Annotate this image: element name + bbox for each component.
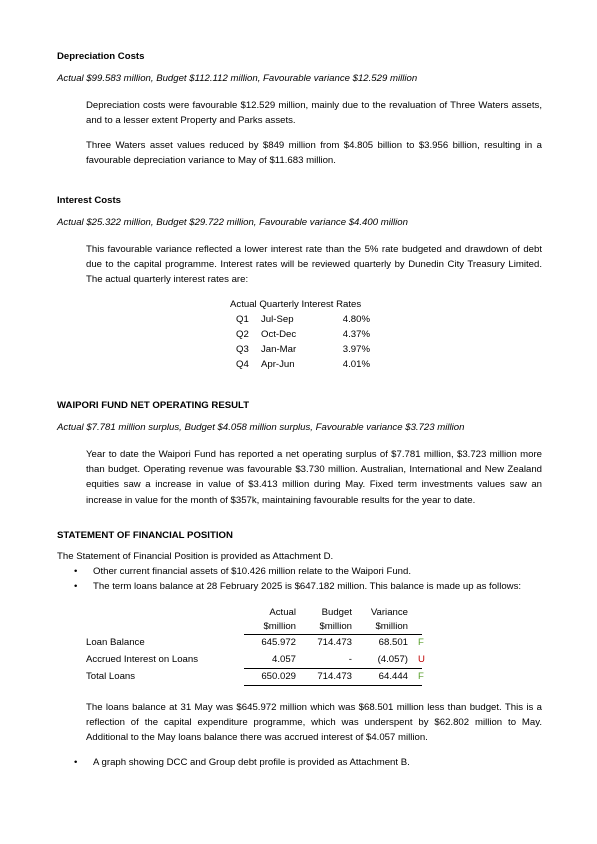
quarter-months: Oct-Dec bbox=[261, 329, 297, 340]
loan-total-bottom-rule bbox=[244, 685, 422, 686]
position-paragraph-1: The loans balance at 31 May was $645.972 million which was $68.501 million less than budget. This is a reflection of the capital expenditure programme, which was underspent by $62.802 million to May. Additional to the May loans balance there was accrued interest of $4.057 million. bbox=[86, 702, 542, 744]
waipori-heading: WAIPORI FUND NET OPERATING RESULT bbox=[57, 400, 250, 411]
loan-row-flag: F bbox=[418, 671, 424, 682]
interest-table-title: Actual Quarterly Interest Rates bbox=[230, 299, 362, 310]
loan-row-label: Loan Balance bbox=[86, 637, 145, 648]
loan-header-variance: Variance bbox=[370, 607, 408, 618]
loan-row-label: Total Loans bbox=[86, 671, 136, 682]
depreciation-paragraph-1: Depreciation costs were favourable $12.529 million, mainly due to the revaluation of Three Waters assets, and to a lesser extent Property and Parks assets. bbox=[86, 100, 542, 127]
quarter-label: Q2 bbox=[236, 329, 249, 340]
quarter-label: Q3 bbox=[236, 344, 249, 355]
loan-row-variance: 68.501 bbox=[378, 637, 408, 648]
quarter-months: Jul-Sep bbox=[261, 314, 294, 325]
interest-table-row bbox=[236, 359, 376, 374]
interest-table-row bbox=[236, 329, 376, 344]
interest-table-row bbox=[236, 344, 376, 359]
loan-header-actual: Actual bbox=[269, 607, 296, 618]
quarter-label: Q4 bbox=[236, 359, 249, 370]
position-intro: The Statement of Financial Position is provided as Attachment D. bbox=[57, 551, 334, 562]
bullet-debt-graph: A graph showing DCC and Group debt profile is provided as Attachment B. bbox=[93, 757, 410, 768]
waipori-paragraph-1: Year to date the Waipori Fund has reported a net operating surplus of $7.781 million, $3.723 million more than budget. Operating revenue was favourable $3.730 million. Australian, International and New Zealand equities saw a increase in value of $3.413 million during May. Fixed term investments values saw an increase in value for the month of $357k, maintaining favourable results for the year to date. bbox=[86, 449, 542, 506]
loan-row-budget: - bbox=[348, 654, 352, 665]
loan-header-budget-unit: $million bbox=[319, 621, 352, 632]
loan-header-actual-unit: $million bbox=[263, 621, 296, 632]
quarter-months: Jan-Mar bbox=[261, 344, 297, 355]
bullet-marker: • bbox=[74, 566, 78, 577]
loan-total-top-rule bbox=[244, 668, 422, 669]
loan-row-actual: 645.972 bbox=[261, 637, 296, 648]
bullet-marker: • bbox=[74, 757, 78, 768]
quarter-label: Q1 bbox=[236, 314, 249, 325]
loan-row-flag: F bbox=[418, 637, 424, 648]
quarter-rate: 4.37% bbox=[342, 329, 370, 340]
interest-summary: Actual $25.322 million, Budget $29.722 million, Favourable variance $4.400 million bbox=[57, 217, 408, 228]
loan-row-flag: U bbox=[418, 654, 425, 665]
loan-row-actual: 4.057 bbox=[271, 654, 296, 665]
depreciation-heading: Depreciation Costs bbox=[57, 51, 145, 62]
loan-header-budget: Budget bbox=[321, 607, 352, 618]
quarter-rate: 4.01% bbox=[342, 359, 370, 370]
waipori-summary: Actual $7.781 million surplus, Budget $4.058 million surplus, Favourable variance $3.723 million bbox=[57, 422, 465, 433]
quarter-months: Apr-Jun bbox=[261, 359, 295, 370]
interest-heading: Interest Costs bbox=[57, 195, 121, 206]
loan-row-variance: 64.444 bbox=[378, 671, 408, 682]
quarter-rate: 4.80% bbox=[342, 314, 370, 325]
bullet-term-loans: The term loans balance at 28 February 2025 is $647.182 million. This balance is made up as follows: bbox=[93, 581, 522, 592]
interest-table-row bbox=[236, 314, 376, 329]
bullet-other-assets: Other current financial assets of $10.426 million relate to the Waipori Fund. bbox=[93, 566, 411, 577]
loan-row-budget: 714.473 bbox=[317, 671, 352, 682]
quarter-rate: 3.97% bbox=[342, 344, 370, 355]
position-heading: STATEMENT OF FINANCIAL POSITION bbox=[57, 530, 233, 541]
loan-header-variance-unit: $million bbox=[375, 621, 408, 632]
depreciation-paragraph-2: Three Waters asset values reduced by $849 million from $4.805 billion to $3.956 billion, resulting in a favourable depreciation variance to May of $11.683 million. bbox=[86, 140, 542, 167]
bullet-marker: • bbox=[74, 581, 78, 592]
loan-row-variance: (4.057) bbox=[377, 654, 408, 665]
loan-row-actual: 650.029 bbox=[261, 671, 296, 682]
loan-row-label: Accrued Interest on Loans bbox=[86, 654, 198, 665]
loan-row-budget: 714.473 bbox=[317, 637, 352, 648]
depreciation-summary: Actual $99.583 million, Budget $112.112 million, Favourable variance $12.529 million bbox=[57, 73, 418, 84]
interest-paragraph-1: This favourable variance reflected a lower interest rate than the 5% rate budgeted and drawdown of debt due to the capital programme. Interest rates will be reviewed quarterly by Dunedin City Treasury Limited. The actual quarterly interest rates are: bbox=[86, 244, 542, 286]
loan-header-rule bbox=[244, 634, 422, 635]
